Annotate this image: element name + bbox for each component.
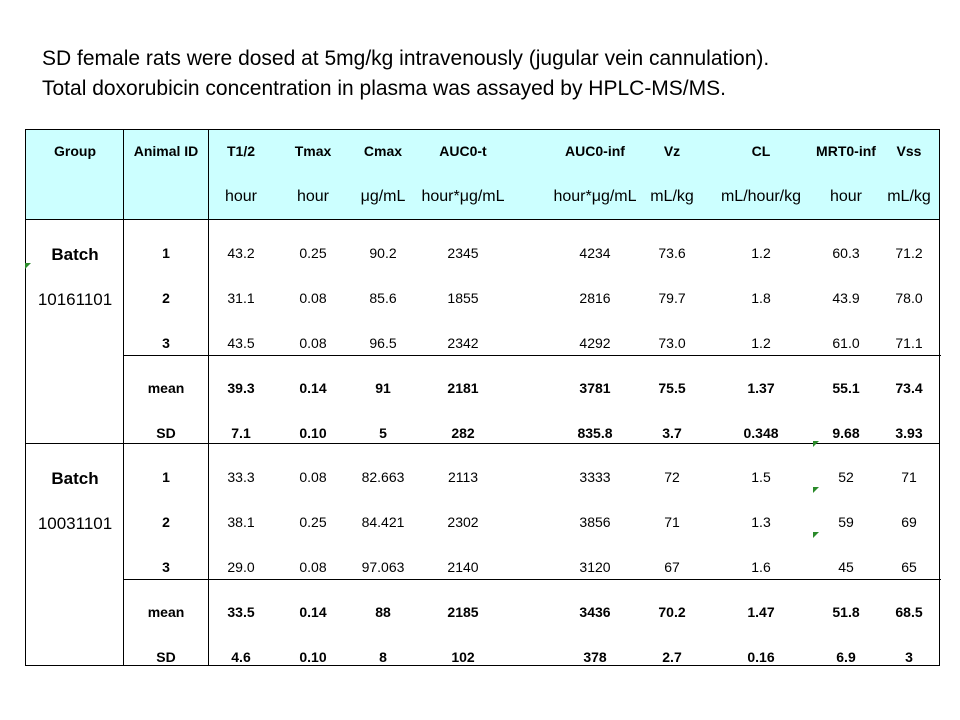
- stat-cell: 0.14: [299, 604, 327, 620]
- table-cell: 4234: [579, 245, 611, 261]
- group-id: 10031101: [37, 514, 113, 533]
- stat-cell: 73.4: [895, 380, 923, 396]
- group-divider: [26, 443, 939, 444]
- stats-divider: [123, 355, 941, 356]
- intro-line-1: SD female rats were dosed at 5mg/kg intravenously (jugular vein cannulation).: [42, 47, 770, 70]
- column-header: Tmax: [294, 143, 332, 159]
- column-unit: hour: [224, 188, 258, 205]
- table-cell: 59: [838, 514, 854, 530]
- column-unit: hour*μg/mL: [421, 188, 505, 205]
- stat-cell: 0.10: [299, 649, 327, 665]
- group-id: 10161101: [37, 290, 113, 309]
- column-unit: mL/hour/kg: [720, 188, 802, 205]
- stat-cell: 102: [451, 649, 475, 665]
- table-cell: 72: [664, 469, 680, 485]
- table-cell: 0.25: [299, 514, 327, 530]
- table-cell: 65: [901, 559, 917, 575]
- stat-cell: 9.68: [832, 425, 860, 441]
- stat-cell: 3.7: [662, 425, 682, 441]
- stat-cell: 0.14: [299, 380, 327, 396]
- table-cell: 67: [664, 559, 680, 575]
- stat-cell: 4.6: [231, 649, 251, 665]
- table-cell: 69: [901, 514, 917, 530]
- table-cell: 43.5: [227, 335, 255, 351]
- table-cell: 73.6: [658, 245, 686, 261]
- column-header: Cmax: [363, 143, 403, 159]
- stat-cell: 1.37: [747, 380, 775, 396]
- stat-cell: 3781: [579, 380, 611, 396]
- table-cell: 71: [901, 469, 917, 485]
- column-divider: [123, 130, 124, 665]
- column-unit: hour: [296, 188, 330, 205]
- column-header: CL: [751, 143, 771, 159]
- column-header: Vz: [663, 143, 681, 159]
- table-cell: 0.25: [299, 245, 327, 261]
- animal-id-cell: 2: [162, 514, 170, 530]
- table-cell: 78.0: [895, 290, 923, 306]
- stat-cell: 835.8: [577, 425, 613, 441]
- header-divider: [26, 219, 939, 220]
- animal-id-cell: 2: [162, 290, 170, 306]
- stat-cell: 2185: [447, 604, 479, 620]
- table-cell: 1.6: [751, 559, 771, 575]
- column-header: AUC0-t: [439, 143, 487, 159]
- table-cell: 4292: [579, 335, 611, 351]
- table-cell: 1855: [447, 290, 479, 306]
- stat-cell: 51.8: [832, 604, 860, 620]
- table-cell: 52: [838, 469, 854, 485]
- stat-cell: 7.1: [231, 425, 251, 441]
- stat-cell: 2.7: [662, 649, 682, 665]
- stat-cell: 91: [375, 380, 391, 396]
- stat-cell: 1.47: [747, 604, 775, 620]
- table-cell: 1.5: [751, 469, 771, 485]
- table-cell: 79.7: [658, 290, 686, 306]
- table-cell: 0.08: [299, 559, 327, 575]
- table-cell: 71: [664, 514, 680, 530]
- table-cell: 61.0: [832, 335, 860, 351]
- table-cell: 0.08: [299, 469, 327, 485]
- stat-cell: 3.93: [895, 425, 923, 441]
- table-cell: 73.0: [658, 335, 686, 351]
- stat-cell: 0.348: [743, 425, 779, 441]
- table-cell: 90.2: [369, 245, 397, 261]
- table-cell: 0.08: [299, 335, 327, 351]
- comment-marker: [813, 532, 819, 538]
- stat-cell: 3436: [579, 604, 611, 620]
- stat-cell: 68.5: [895, 604, 923, 620]
- table-cell: 2302: [447, 514, 479, 530]
- table-cell: 3333: [579, 469, 611, 485]
- comment-marker: [25, 263, 31, 269]
- table-cell: 71.2: [895, 245, 923, 261]
- column-unit: hour: [829, 188, 863, 205]
- stat-cell: 70.2: [658, 604, 686, 620]
- stat-label: mean: [147, 380, 185, 396]
- animal-id-cell: 3: [162, 335, 170, 351]
- table-cell: 43.2: [227, 245, 255, 261]
- table-cell: 1.8: [751, 290, 771, 306]
- table-cell: 33.3: [227, 469, 255, 485]
- table-cell: 2816: [579, 290, 611, 306]
- table-cell: 84.421: [361, 514, 405, 530]
- stat-cell: 33.5: [227, 604, 255, 620]
- table-cell: 38.1: [227, 514, 255, 530]
- table-cell: 3856: [579, 514, 611, 530]
- table-cell: 1.2: [751, 245, 771, 261]
- table-cell: 97.063: [361, 559, 405, 575]
- column-unit: μg/mL: [360, 188, 406, 205]
- table-cell: 85.6: [369, 290, 397, 306]
- stat-cell: 282: [451, 425, 475, 441]
- table-cell: 2345: [447, 245, 479, 261]
- table-cell: 29.0: [227, 559, 255, 575]
- table-cell: 43.9: [832, 290, 860, 306]
- comment-marker: [813, 441, 819, 447]
- stat-cell: 39.3: [227, 380, 255, 396]
- comment-marker: [813, 487, 819, 493]
- group-label: Batch: [51, 469, 99, 488]
- column-header: MRT0-inf: [816, 143, 876, 159]
- column-header: AUC0-inf: [565, 143, 625, 159]
- stat-cell: 2181: [447, 380, 479, 396]
- table-cell: 60.3: [832, 245, 860, 261]
- intro-line-2: Total doxorubicin concentration in plasma was assayed by HPLC-MS/MS.: [42, 77, 726, 100]
- table-cell: 2113: [447, 469, 479, 485]
- column-unit: mL/kg: [650, 188, 694, 205]
- stats-divider: [123, 579, 941, 580]
- column-header: T1/2: [226, 143, 256, 159]
- stat-cell: 88: [375, 604, 391, 620]
- stat-cell: 6.9: [836, 649, 856, 665]
- column-unit: mL/kg: [887, 188, 931, 205]
- column-unit: hour*μg/mL: [553, 188, 637, 205]
- group-label: Batch: [51, 245, 99, 264]
- column-header: Animal ID: [133, 143, 199, 159]
- table-cell: 82.663: [361, 469, 405, 485]
- animal-id-cell: 1: [162, 469, 170, 485]
- pk-data-table: [25, 129, 940, 666]
- stat-label: SD: [156, 425, 176, 441]
- stat-cell: 378: [583, 649, 607, 665]
- column-header: Vss: [896, 143, 922, 159]
- table-cell: 96.5: [369, 335, 397, 351]
- table-cell: 3120: [579, 559, 611, 575]
- stat-cell: 0.16: [747, 649, 775, 665]
- intro-text: [42, 44, 769, 104]
- stat-cell: 8: [379, 649, 387, 665]
- column-divider: [208, 130, 209, 665]
- table-cell: 1.3: [751, 514, 771, 530]
- stat-label: mean: [147, 604, 185, 620]
- table-cell: 71.1: [895, 335, 923, 351]
- stat-label: SD: [156, 649, 176, 665]
- stat-cell: 5: [379, 425, 387, 441]
- table-cell: 0.08: [299, 290, 327, 306]
- column-header: Group: [54, 143, 96, 159]
- stat-cell: 3: [905, 649, 913, 665]
- table-cell: 2140: [447, 559, 479, 575]
- stat-cell: 55.1: [832, 380, 860, 396]
- stat-cell: 75.5: [658, 380, 686, 396]
- animal-id-cell: 3: [162, 559, 170, 575]
- stat-cell: 0.10: [299, 425, 327, 441]
- table-cell: 45: [838, 559, 854, 575]
- animal-id-cell: 1: [162, 245, 170, 261]
- table-cell: 2342: [447, 335, 479, 351]
- table-cell: 31.1: [227, 290, 255, 306]
- table-cell: 1.2: [751, 335, 771, 351]
